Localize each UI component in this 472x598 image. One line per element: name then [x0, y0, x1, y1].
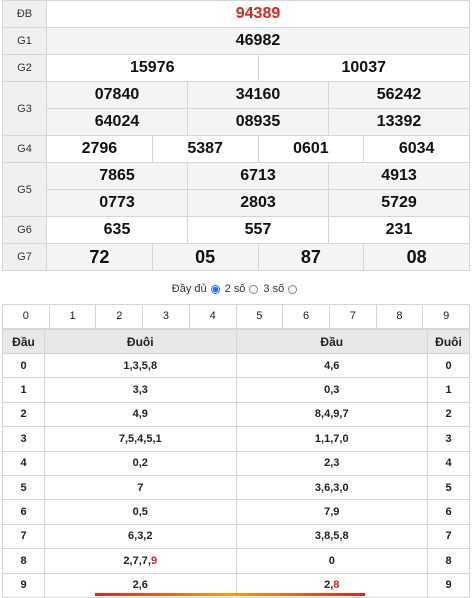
row-g6	[3, 217, 470, 244]
radio-three-digits[interactable]	[288, 285, 297, 294]
prize-number: 10037	[258, 55, 470, 82]
loto-dau-values	[45, 549, 237, 573]
prize-number: 557	[188, 217, 329, 244]
loto-key: 9	[428, 573, 470, 597]
prize-number: 7865	[47, 163, 188, 190]
loto-key: 3	[3, 427, 45, 451]
loto-duoi-values: 0,3	[236, 378, 428, 402]
header-duoi: Đuôi	[45, 330, 237, 354]
digit-filter-0[interactable]: 0	[3, 305, 50, 328]
loto-key: 4	[428, 451, 470, 475]
header-dau: Đầu	[3, 330, 45, 354]
loto-key: 1	[3, 378, 45, 402]
prize-number: 5387	[152, 136, 258, 163]
prize-label: G4	[3, 136, 47, 163]
loto-dau-values: 3,3	[45, 378, 237, 402]
display-options	[2, 277, 470, 301]
digit-filter-5[interactable]: 5	[237, 305, 284, 328]
prize-number: 6034	[364, 136, 470, 163]
row-g3b	[3, 109, 470, 136]
loto-key: 7	[3, 524, 45, 548]
digit-filter-8[interactable]: 8	[377, 305, 424, 328]
digit-filter-2[interactable]: 2	[96, 305, 143, 328]
prize-number: 08935	[188, 109, 329, 136]
prize-label: G3	[3, 82, 47, 136]
digit-filter-4[interactable]: 4	[190, 305, 237, 328]
row-g2	[3, 55, 470, 82]
row-g5b	[3, 190, 470, 217]
loto-key: 6	[3, 500, 45, 524]
loto-row	[3, 524, 470, 548]
loto-header-row	[3, 330, 470, 354]
lottery-results	[2, 0, 470, 598]
prize-label: G1	[3, 28, 47, 55]
loto-dau-values: 4,9	[45, 402, 237, 426]
loto-duoi-values: 7,9	[236, 500, 428, 524]
loto-key: 9	[3, 573, 45, 597]
loto-dau-values: 7,5,4,5,1	[45, 427, 237, 451]
digit-filter-6[interactable]: 6	[283, 305, 330, 328]
prize-number: 2796	[47, 136, 153, 163]
prize-number: 64024	[47, 109, 188, 136]
loto-key: 2	[428, 402, 470, 426]
loto-key: 6	[428, 500, 470, 524]
row-g7	[3, 244, 470, 271]
loto-key: 0	[428, 354, 470, 378]
option-three-label: 3 số	[263, 283, 285, 295]
loto-key: 7	[428, 524, 470, 548]
prize-number: 0773	[47, 190, 188, 217]
prize-number: 08	[364, 244, 470, 271]
prize-label: ĐB	[3, 1, 47, 28]
prize-label: G6	[3, 217, 47, 244]
row-g5a	[3, 163, 470, 190]
prize-number: 231	[329, 217, 470, 244]
loto-duoi-values: 0	[236, 549, 428, 573]
loto-dau-values: 0,2	[45, 451, 237, 475]
loto-dau-values: 0,5	[45, 500, 237, 524]
loto-duoi-values: 3,8,5,8	[236, 524, 428, 548]
prize-number: 2803	[188, 190, 329, 217]
prize-number: 87	[258, 244, 364, 271]
loto-row	[3, 451, 470, 475]
option-full-label: Đầy đủ	[171, 283, 207, 295]
radio-full[interactable]	[211, 285, 220, 294]
prize-number: 05	[152, 244, 258, 271]
loto-key: 3	[428, 427, 470, 451]
loto-values-text: 2,7,7,	[123, 554, 151, 567]
row-g3a	[3, 82, 470, 109]
loto-key: 2	[3, 402, 45, 426]
row-g4	[3, 136, 470, 163]
loto-row	[3, 378, 470, 402]
loto-duoi-values: 1,1,7,0	[236, 427, 428, 451]
loto-duoi-values: 3,6,3,0	[236, 475, 428, 499]
prize-number: 15976	[47, 55, 259, 82]
loto-duoi-values: 4,6	[236, 354, 428, 378]
loto-row	[3, 475, 470, 499]
prize-number: 6713	[188, 163, 329, 190]
digit-filter-1[interactable]: 1	[50, 305, 97, 328]
prize-label: G7	[3, 244, 47, 271]
prize-number: 635	[47, 217, 188, 244]
loto-key: 1	[428, 378, 470, 402]
option-two-label: 2 số	[224, 283, 246, 295]
prize-number: 07840	[47, 82, 188, 109]
loto-values-text: 2,	[324, 579, 334, 592]
loto-duoi-values: 8,4,9,7	[236, 402, 428, 426]
loto-key: 4	[3, 451, 45, 475]
row-g1	[3, 28, 470, 55]
prize-number: 13392	[329, 109, 470, 136]
loto-dau-values: 2,6	[45, 573, 237, 597]
loto-row	[3, 549, 470, 573]
digit-filter-bar	[2, 304, 470, 329]
special-prize-number: 94389	[47, 1, 470, 28]
radio-two-digits[interactable]	[249, 285, 258, 294]
loto-key: 8	[428, 549, 470, 573]
loto-key: 5	[428, 475, 470, 499]
prize-label: G5	[3, 163, 47, 217]
results-table	[2, 0, 470, 271]
loto-dau-values: 7	[45, 475, 237, 499]
loto-highlight-value: 9	[150, 554, 158, 567]
loto-key: 5	[3, 475, 45, 499]
loto-key: 0	[3, 354, 45, 378]
header-duoi: Đuôi	[428, 330, 470, 354]
loto-row	[3, 427, 470, 451]
loto-row	[3, 500, 470, 524]
loto-table	[2, 329, 470, 598]
loto-dau-values: 1,3,5,8	[45, 354, 237, 378]
loto-row	[3, 354, 470, 378]
prize-number: 34160	[188, 82, 329, 109]
row-db	[3, 1, 470, 28]
loto-row	[3, 402, 470, 426]
prize-number: 0601	[258, 136, 364, 163]
loto-dau-values: 6,3,2	[45, 524, 237, 548]
prize-number: 4913	[329, 163, 470, 190]
prize-number: 56242	[329, 82, 470, 109]
loto-key: 8	[3, 549, 45, 573]
prize-number: 72	[47, 244, 153, 271]
digit-filter-3[interactable]: 3	[143, 305, 190, 328]
digit-filter-9[interactable]: 9	[443, 310, 450, 322]
header-dau: Đầu	[236, 330, 428, 354]
digit-filter-7[interactable]: 7	[330, 305, 377, 328]
prize-number: 46982	[47, 28, 470, 55]
prize-number: 5729	[329, 190, 470, 217]
loto-highlight-value: 8	[333, 579, 340, 592]
prize-label: G2	[3, 55, 47, 82]
loto-duoi-values: 2,3	[236, 451, 428, 475]
